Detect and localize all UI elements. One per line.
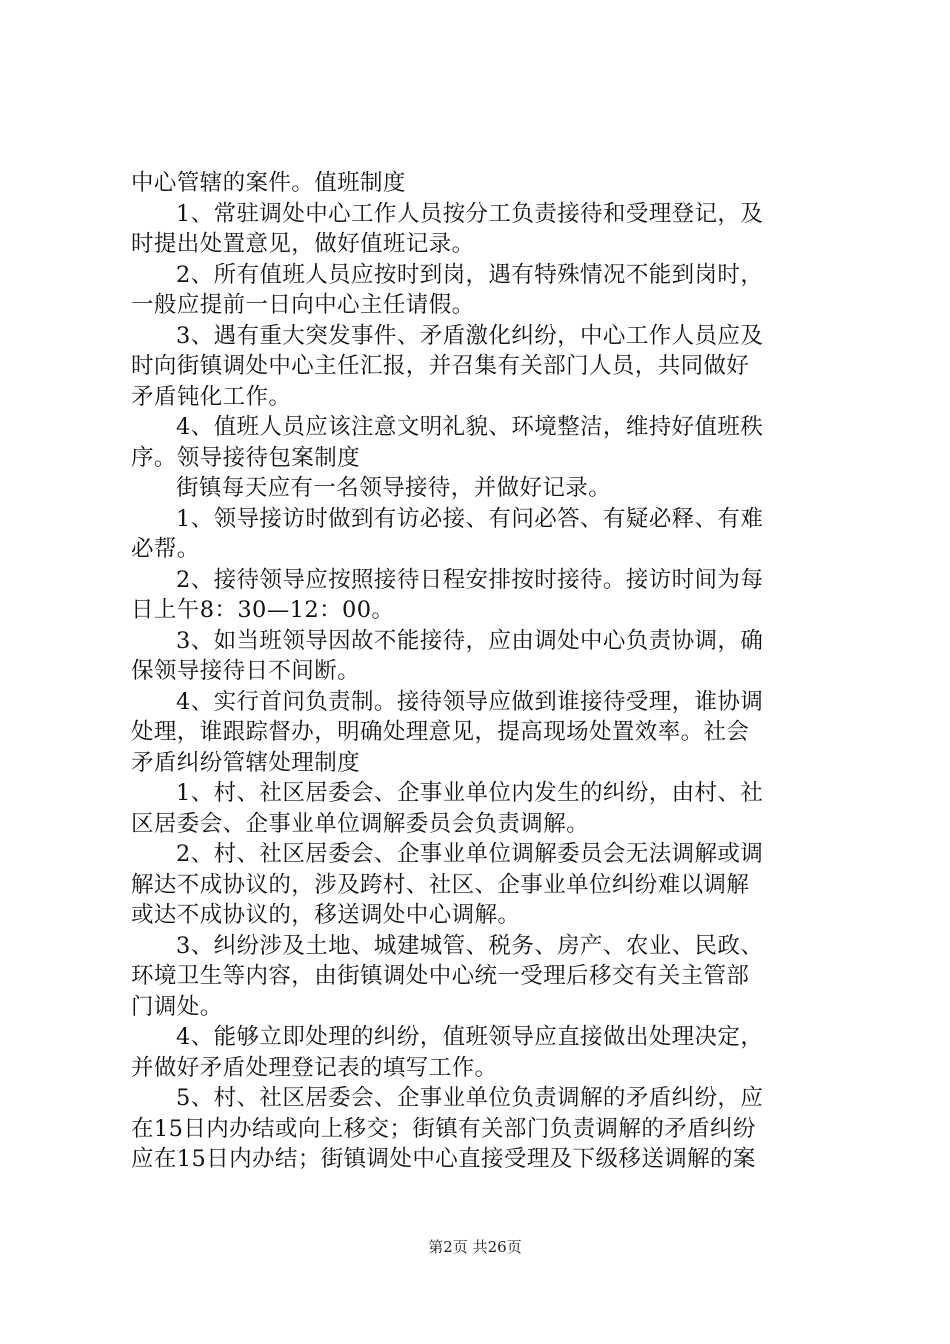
text-line: 在15日内办结或向上移交；街镇有关部门负责调解的矛盾纠纷	[131, 1115, 756, 1142]
text-line: 1、村、社区居委会、企事业单位内发生的纠纷，由村、社	[176, 780, 764, 806]
text-line: 3、纠纷涉及土地、城建城管、税务、房产、农业、民政、	[176, 932, 764, 959]
text-line: 或达不成协议的，移送调处中心调解。	[131, 902, 521, 928]
text-line: 日上午8：30—12：00。	[131, 597, 395, 623]
text-line: 矛盾钝化工作。	[131, 383, 292, 410]
page-footer: 第2页 共26页	[428, 1238, 522, 1256]
text-line: 一般应提前一日向中心主任请假。	[131, 292, 475, 318]
text-line: 解达不成协议的，涉及跨村、社区、企事业单位纠纷难以调解	[131, 871, 750, 898]
text-line: 并做好矛盾处理登记表的填写工作。	[131, 1054, 498, 1081]
text-line: 必帮。	[131, 536, 200, 562]
text-line: 时提出处置意见，做好值班记录。	[131, 231, 475, 257]
document-body	[131, 168, 831, 1175]
text-line: 区居委会、企事业单位调解委员会负责调解。	[131, 810, 590, 837]
text-line: 2、所有值班人员应按时到岗，遇有特殊情况不能到岗时，	[176, 261, 764, 288]
text-line: 应在15日内办结；街镇调处中心直接受理及下级移送调解的案	[131, 1146, 756, 1172]
text-line: 3、如当班领导因故不能接待，应由调处中心负责协调，确	[176, 627, 764, 654]
text-line: 街镇每天应有一名领导接待，并做好记录。	[176, 475, 612, 501]
text-line: 门调处。	[131, 993, 223, 1020]
text-line: 处理，谁跟踪督办，明确处理意见，提高现场处置效率。社会	[131, 719, 750, 745]
text-line: 2、村、社区居委会、企事业单位调解委员会无法调解或调	[176, 841, 764, 867]
text-line: 1、常驻调处中心工作人员按分工负责接待和受理登记，及	[176, 200, 764, 227]
text-line: 中心管辖的案件。值班制度	[131, 170, 406, 196]
text-line: 环境卫生等内容，由街镇调处中心统一受理后移交有关主管部	[131, 963, 750, 989]
text-line: 2、接待领导应按照接待日程安排按时接待。接访时间为每	[176, 566, 764, 593]
text-line: 4、值班人员应该注意文明礼貌、环境整洁，维持好值班秩	[176, 414, 764, 440]
text-line: 矛盾纠纷管辖处理制度	[131, 749, 361, 776]
text-line: 4、实行首问负责制。接待领导应做到谁接待受理，谁协调	[176, 688, 764, 715]
text-line: 1、领导接访时做到有访必接、有问必答、有疑必释、有难	[176, 505, 764, 532]
text-line: 3、遇有重大突发事件、矛盾激化纠纷，中心工作人员应及	[176, 322, 764, 349]
text-line: 4、能够立即处理的纠纷，值班领导应直接做出处理决定，	[176, 1024, 764, 1050]
text-line: 保领导接待日不间断。	[131, 658, 361, 684]
text-line: 5、村、社区居委会、企事业单位负责调解的矛盾纠纷，应	[176, 1085, 764, 1111]
text-line: 时向街镇调处中心主任汇报，并召集有关部门人员，共同做好	[131, 353, 750, 379]
text-line: 序。领导接待包案制度	[131, 444, 361, 471]
